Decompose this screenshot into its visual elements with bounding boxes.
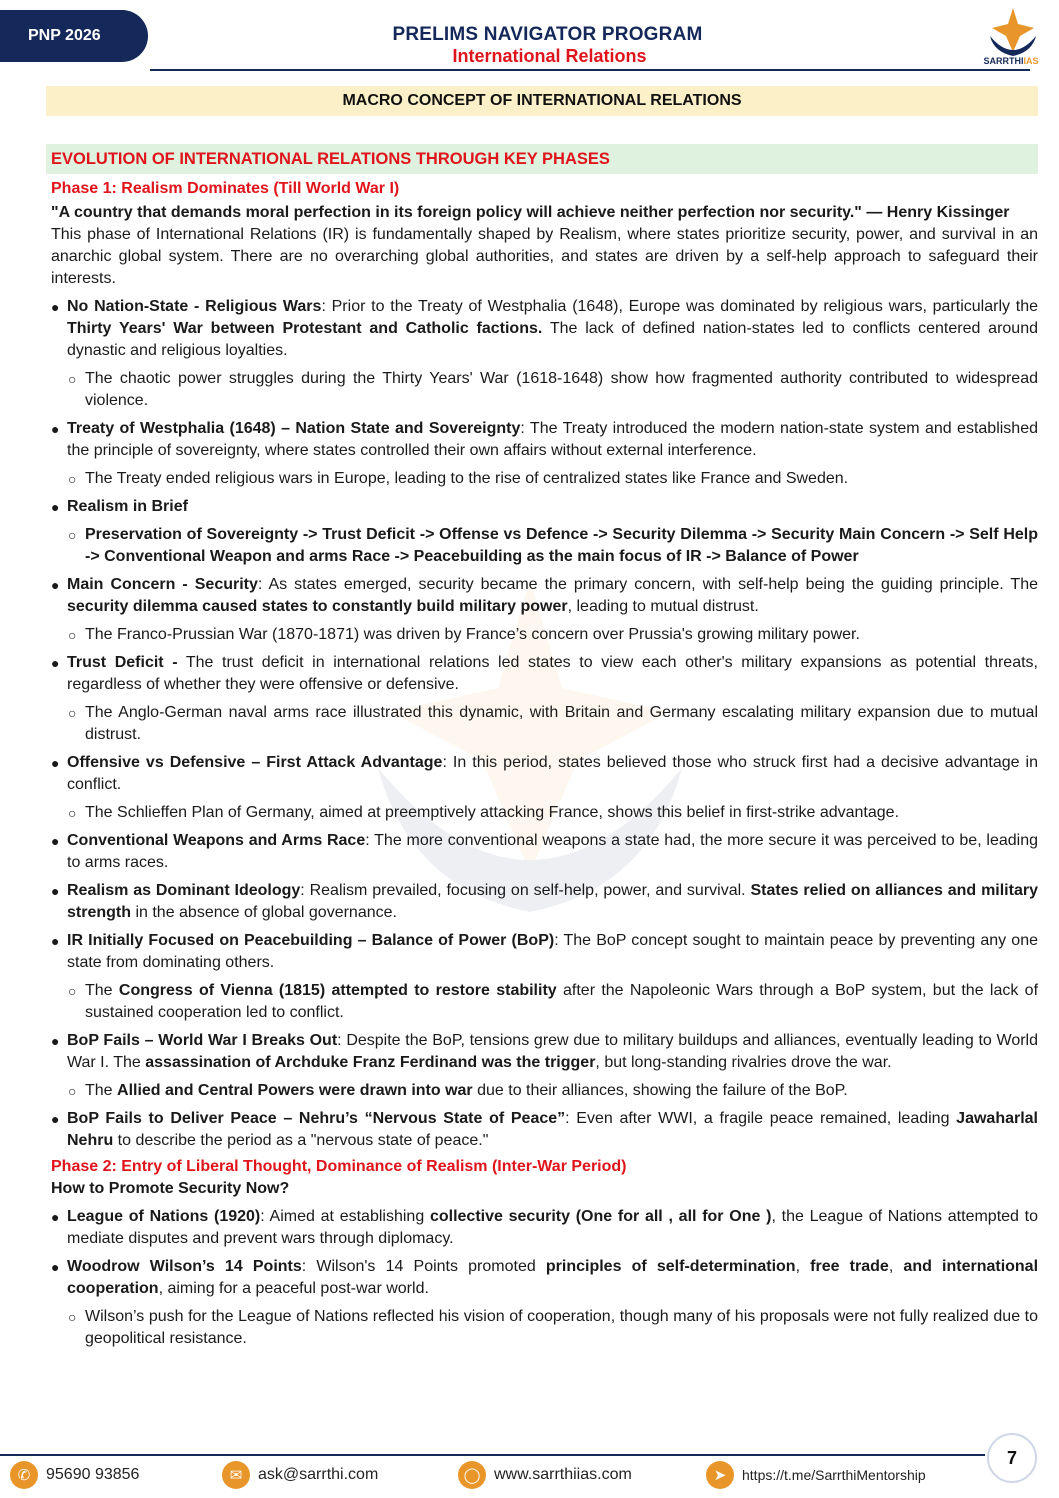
mail-icon: ✉ [222,1461,250,1489]
list-item: ● League of Nations (1920): Aimed at establishing collective security (One for all , all for One ), the League of Nations attempted to mediate disputes and prevent wars through diplomacy. [46,1206,1038,1250]
phase-1-intro: This phase of International Relations (IR) is fundamentally shaped by Realism, where states prioritize security, power, and survival in an anarchic global system. There are no overarching global authorities, and states are driven by a self-help approach to safeguard their interests. [51,226,1038,287]
macro-concept-banner: MACRO CONCEPT OF INTERNATIONAL RELATIONS [46,86,1038,116]
sub-list-item: ○ The chaotic power struggles during the Thirty Years' War (1618-1648) show how fragmented authority contributed to widespread violence. [46,368,1038,412]
list-item: ● Offensive vs Defensive – First Attack Advantage: In this period, states believed those who struck first had a decisive advantage in conflict. [46,752,1038,796]
logo-wordmark: SARRTHIIAS [983,56,1039,66]
section-heading: EVOLUTION OF INTERNATIONAL RELATIONS THROUGH KEY PHASES [46,144,1038,174]
globe-icon: ◯ [458,1461,486,1489]
subject-title: International Relations [452,46,647,66]
sub-list-item: ○ The Treaty ended religious wars in Europe, leading to the rise of centralized states like France and Sweden. [46,468,1038,490]
page-number: 7 [987,1433,1037,1483]
list-item: ● No Nation-State - Religious Wars: Prior to the Treaty of Westphalia (1648), Europe was dominated by religious wars, particularly the Thirty Years' War between Protestant and Catholic factions. The lack of defined nation-states led to conflicts centered around dynastic and religious loyalties. [46,296,1038,362]
footer-phone[interactable]: ✆ 95690 93856 [10,1460,139,1490]
telegram-icon: ➤ [706,1461,734,1489]
program-title: PRELIMS NAVIGATOR PROGRAM [392,24,703,45]
list-item: ● Realism in Brief [46,496,1038,518]
list-item: ● Realism as Dominant Ideology: Realism prevailed, focusing on self-help, power, and survival. States relied on alliances and military strength in the absence of global governance. [46,880,1038,924]
list-item: ● Conventional Weapons and Arms Race: The more conventional weapons a state had, the more secure it was perceived to be, leading to arms races. [46,830,1038,874]
header-divider [150,69,1030,71]
footer-divider [0,1454,985,1456]
sub-list-item: ○ The Congress of Vienna (1815) attempted to restore stability after the Napoleonic Wars through a BoP system, but the lack of sustained cooperation led to conflict. [46,980,1038,1024]
sub-list-item: ○ Wilson’s push for the League of Nations reflected his vision of cooperation, though many of his proposals were not fully realized due to geopolitical resistance. [46,1306,1038,1350]
list-item: ● BoP Fails to Deliver Peace – Nehru’s “Nervous State of Peace”: Even after WWI, a fragile peace remained, leading Jawaharlal Nehru to describe the period as a "nervous state of peace." [46,1108,1038,1152]
list-item: ● Main Concern - Security: As states emerged, security became the primary concern, with self-help being the guiding principle. The security dilemma caused states to constantly build military power, leading to mutual distrust. [46,574,1038,618]
sub-list-item: ○ The Anglo-German naval arms race illustrated this dynamic, with Britain and Germany escalating military expansion due to mutual distrust. [46,702,1038,746]
sub-list-item: ○ The Franco-Prussian War (1870-1871) was driven by France’s concern over Prussia's growing military power. [46,624,1038,646]
list-item: ● BoP Fails – World War I Breaks Out: Despite the BoP, tensions grew due to military buildups and alliances, eventually leading to World War I. The assassination of Archduke Franz Ferdinand was the trigger, but long-standing rivalries drove the war. [46,1030,1038,1074]
list-item: ● Woodrow Wilson’s 14 Points: Wilson's 14 Points promoted principles of self-determination, free trade, and international cooperation, aiming for a peaceful post-war world. [46,1256,1038,1300]
main-content [46,86,1038,1350]
phase-2-heading: Phase 2: Entry of Liberal Thought, Dominance of Realism (Inter-War Period) [51,1158,627,1175]
page-header [0,0,1059,72]
phone-icon: ✆ [10,1461,38,1489]
sub-list-item: ○ Preservation of Sovereignty -> Trust Deficit -> Offense vs Defence -> Security Dilemma -> Security Main Concern -> Self Help -> Conventional Weapon and arms Race -> Peacebuilding as the main focus of IR -> Balance of Power [46,524,1038,568]
list-item: ● Treaty of Westphalia (1648) – Nation State and Sovereignty: The Treaty introduced the modern nation-state system and established the principle of sovereignty, where states controlled their own affairs without external interference. [46,418,1038,462]
program-tab: PNP 2026 [0,10,148,62]
footer-website[interactable]: ◯ www.sarrthiias.com [458,1460,632,1490]
page-footer [0,1448,1059,1498]
sub-list-item: ○ The Allied and Central Powers were drawn into war due to their alliances, showing the failure of the BoP. [46,1080,1038,1102]
footer-telegram[interactable]: ➤ https://t.me/SarrthiMentorship [706,1460,926,1490]
kissinger-quote: "A country that demands moral perfection in its foreign policy will achieve neither perfection nor security." — Henry Kissinger [51,204,1010,221]
list-item: ● IR Initially Focused on Peacebuilding – Balance of Power (BoP): The BoP concept sought to maintain peace by preventing any one state from dominating others. [46,930,1038,974]
phase-1-heading: Phase 1: Realism Dominates (Till World War I) [51,180,400,197]
sub-list-item: ○ The Schlieffen Plan of Germany, aimed at preemptively attacking France, shows this belief in first-strike advantage. [46,802,1038,824]
footer-email[interactable]: ✉ ask@sarrthi.com [222,1460,378,1490]
list-item: ● Trust Deficit - The trust deficit in international relations led states to view each other's military expansions as potential threats, regardless of whether they were offensive or defensive. [46,652,1038,696]
phase-2-question: How to Promote Security Now? [51,1180,290,1197]
